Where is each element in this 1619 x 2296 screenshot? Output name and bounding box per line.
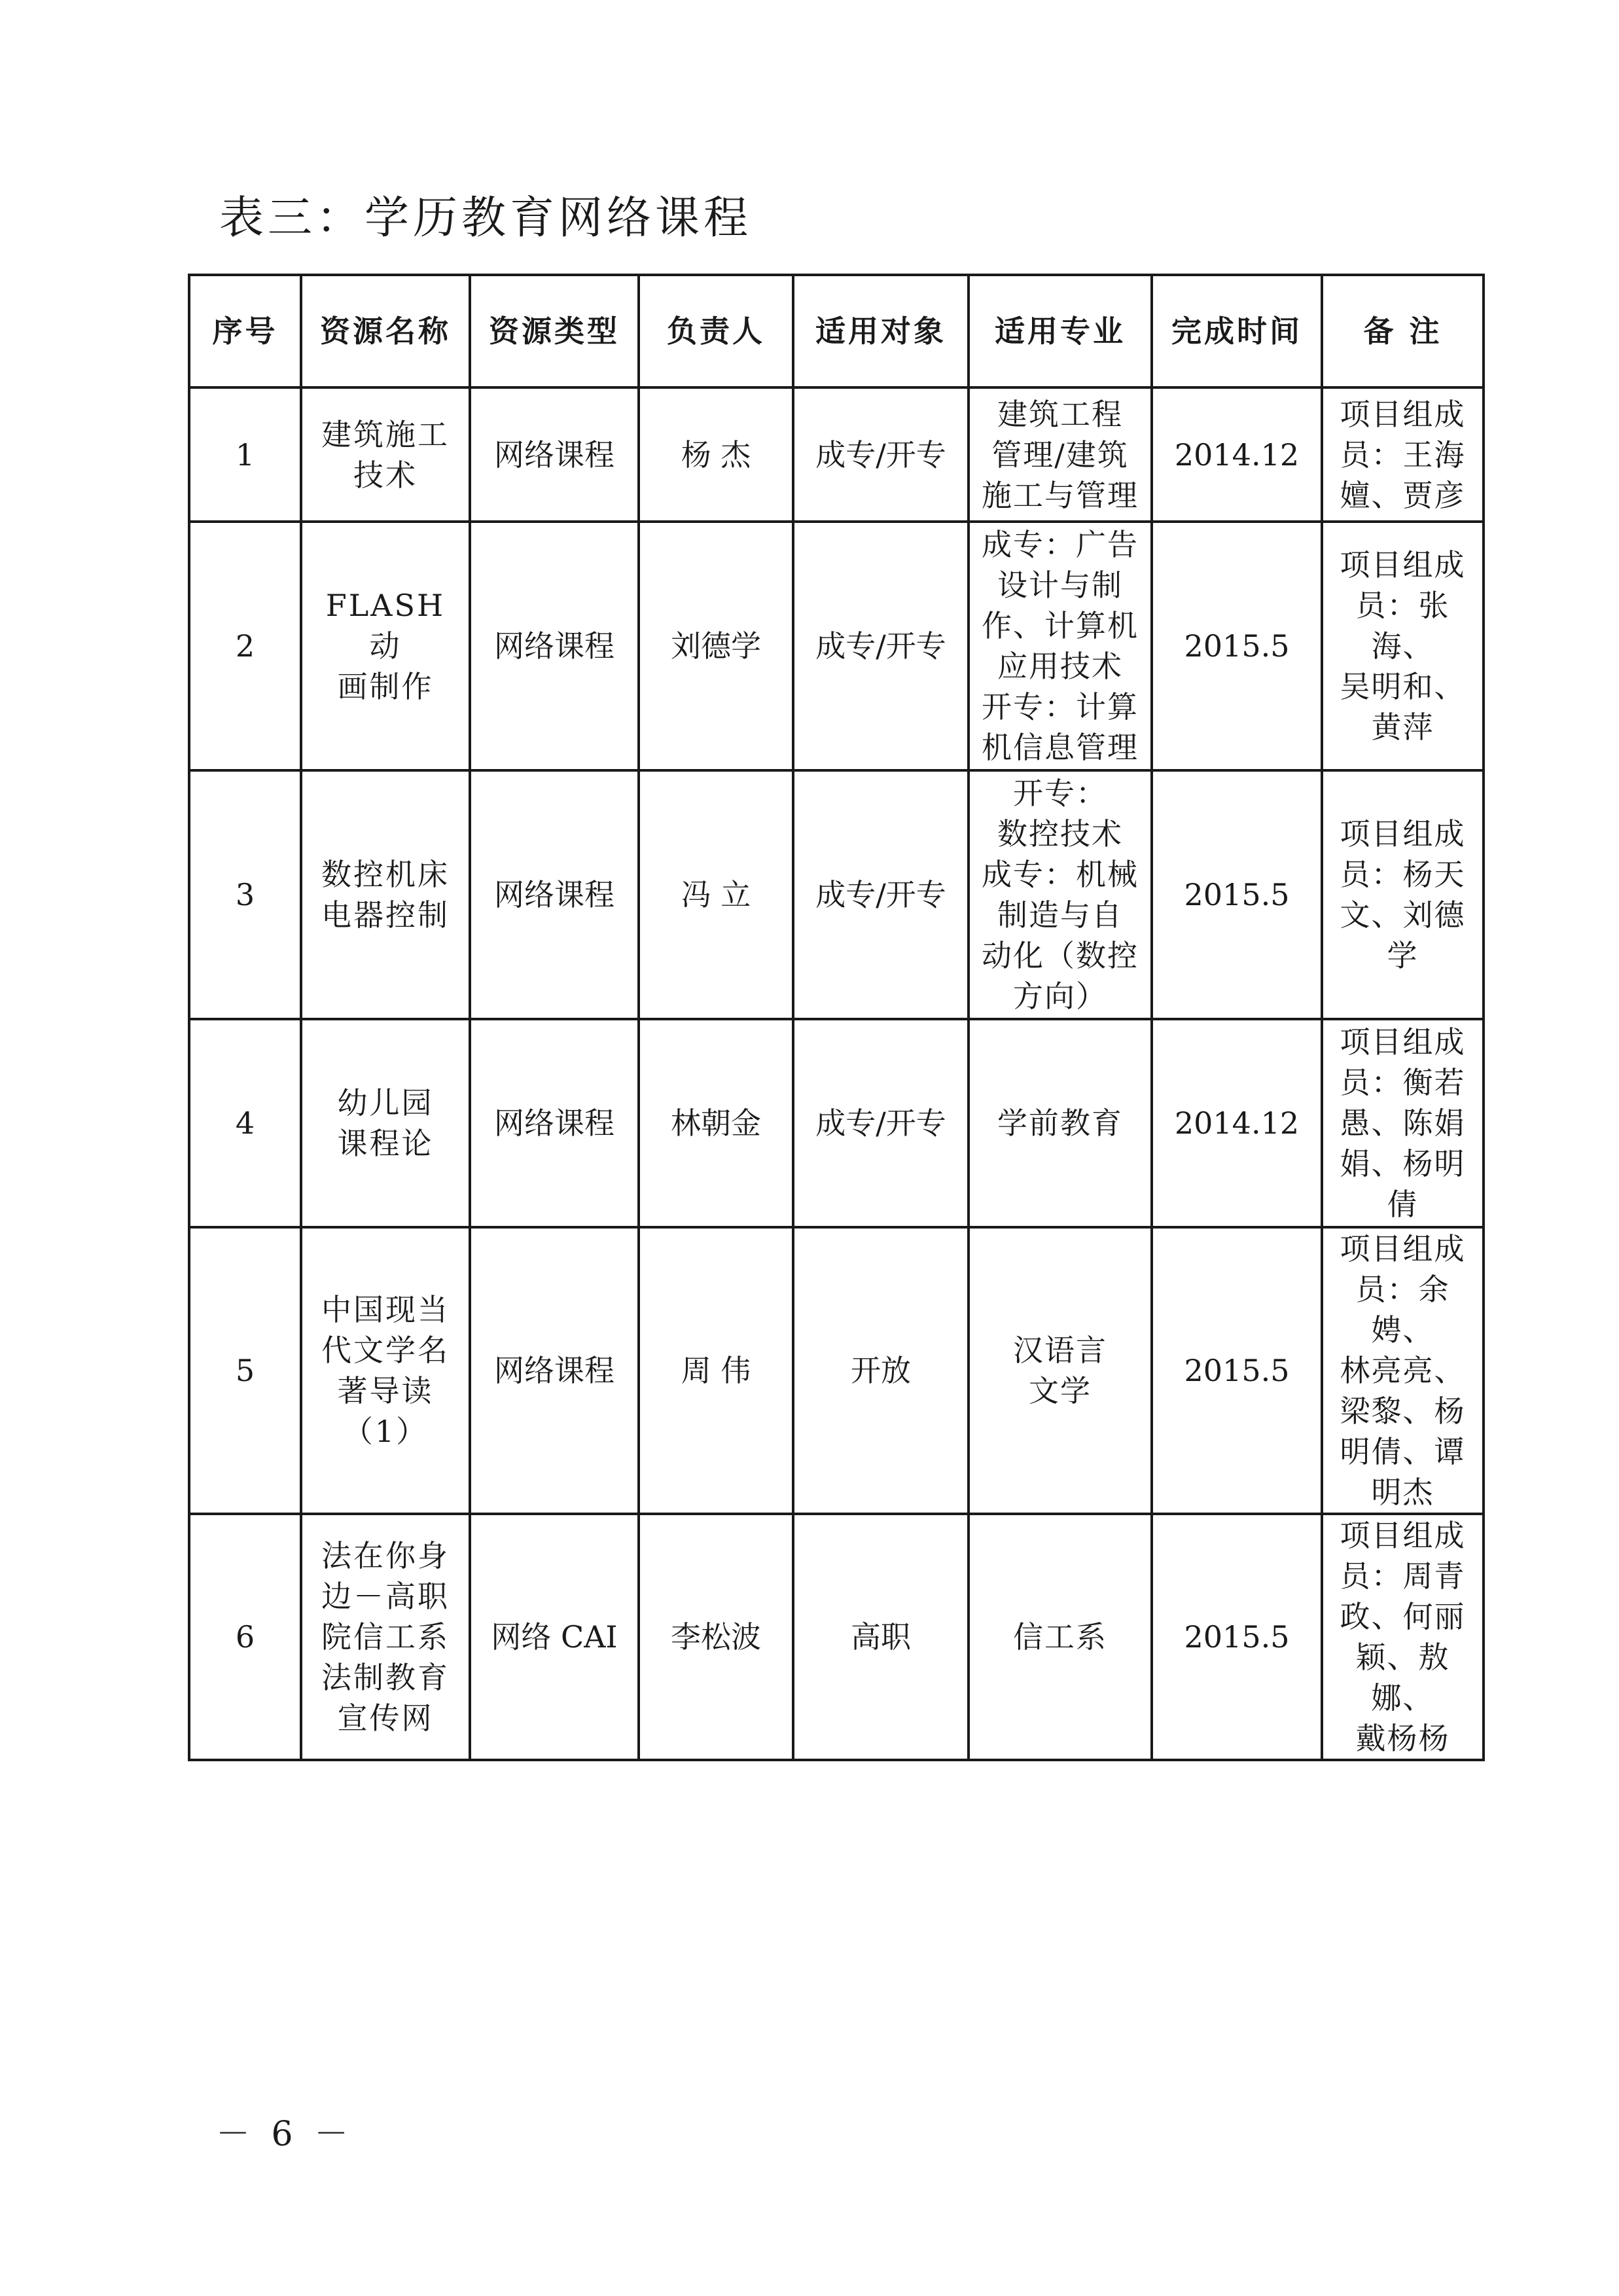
cell-name: 法在你身 边－高职 院信工系 法制教育 宣传网 xyxy=(301,1514,470,1760)
cell-name: FLASH 动 画制作 xyxy=(301,522,470,770)
table-row xyxy=(189,1019,1484,1227)
cell-type: 网络课程 xyxy=(470,387,639,522)
cell-target: 成专/开专 xyxy=(793,770,969,1019)
table-header-row xyxy=(189,275,1484,387)
cell-owner: 刘德学 xyxy=(639,522,793,770)
cell-no: 6 xyxy=(189,1514,301,1760)
cell-time: 2014.12 xyxy=(1152,1019,1322,1227)
cell-note: 项目组成 员：周青 政、何丽 颖、敖娜、 戴杨杨 xyxy=(1322,1514,1484,1760)
cell-name: 数控机床 电器控制 xyxy=(301,770,470,1019)
header-time: 完成时间 xyxy=(1152,275,1322,387)
cell-major: 学前教育 xyxy=(969,1019,1152,1227)
cell-major: 汉语言 文学 xyxy=(969,1227,1152,1514)
table-row xyxy=(189,770,1484,1019)
cell-owner: 周 伟 xyxy=(639,1227,793,1514)
cell-note: 项目组成 员：衡若 愚、陈娟 娟、杨明 倩 xyxy=(1322,1019,1484,1227)
cell-target: 成专/开专 xyxy=(793,387,969,522)
header-owner: 负责人 xyxy=(639,275,793,387)
cell-time: 2015.5 xyxy=(1152,522,1322,770)
cell-no: 5 xyxy=(189,1227,301,1514)
cell-major: 开专： 数控技术 成专：机械 制造与自 动化（数控 方向） xyxy=(969,770,1152,1019)
cell-major: 成专：广告 设计与制 作、计算机 应用技术 开专：计算 机信息管理 xyxy=(969,522,1152,770)
cell-owner: 李松波 xyxy=(639,1514,793,1760)
cell-type: 网络课程 xyxy=(470,770,639,1019)
cell-note: 项目组成 员：杨天 文、刘德 学 xyxy=(1322,770,1484,1019)
cell-name: 幼儿园 课程论 xyxy=(301,1019,470,1227)
cell-no: 2 xyxy=(189,522,301,770)
cell-time: 2015.5 xyxy=(1152,1227,1322,1514)
page-number: － 6 － xyxy=(216,2115,354,2154)
cell-owner: 杨 杰 xyxy=(639,387,793,522)
table-row xyxy=(189,1514,1484,1760)
cell-no: 1 xyxy=(189,387,301,522)
cell-time: 2015.5 xyxy=(1152,770,1322,1019)
header-name: 资源名称 xyxy=(301,275,470,387)
header-major: 适用专业 xyxy=(969,275,1152,387)
table-row xyxy=(189,1227,1484,1514)
cell-owner: 林朝金 xyxy=(639,1019,793,1227)
header-type: 资源类型 xyxy=(470,275,639,387)
table-row xyxy=(189,522,1484,770)
cell-target: 成专/开专 xyxy=(793,522,969,770)
cell-name: 建筑施工 技术 xyxy=(301,387,470,522)
cell-type: 网络 CAI xyxy=(470,1514,639,1760)
table-row xyxy=(189,387,1484,522)
cell-target: 成专/开专 xyxy=(793,1019,969,1227)
cell-time: 2015.5 xyxy=(1152,1514,1322,1760)
cell-target: 开放 xyxy=(793,1227,969,1514)
cell-no: 4 xyxy=(189,1019,301,1227)
cell-type: 网络课程 xyxy=(470,1227,639,1514)
cell-time: 2014.12 xyxy=(1152,387,1322,522)
cell-note: 项目组成 员：张海、 吴明和、 黄萍 xyxy=(1322,522,1484,770)
cell-note: 项目组成 员：王海 嬗、贾彦 xyxy=(1322,387,1484,522)
cell-major: 信工系 xyxy=(969,1514,1152,1760)
header-target: 适用对象 xyxy=(793,275,969,387)
header-note: 备 注 xyxy=(1322,275,1484,387)
course-table xyxy=(188,274,1485,1761)
cell-major: 建筑工程 管理/建筑 施工与管理 xyxy=(969,387,1152,522)
header-no: 序号 xyxy=(189,275,301,387)
cell-name: 中国现当 代文学名 著导读 （1） xyxy=(301,1227,470,1514)
cell-target: 高职 xyxy=(793,1514,969,1760)
table-title: 表三：学历教育网络课程 xyxy=(219,192,753,244)
cell-owner: 冯 立 xyxy=(639,770,793,1019)
cell-no: 3 xyxy=(189,770,301,1019)
cell-type: 网络课程 xyxy=(470,522,639,770)
cell-type: 网络课程 xyxy=(470,1019,639,1227)
cell-note: 项目组成 员：余娉、 林亮亮、 梁黎、杨 明倩、谭 明杰 xyxy=(1322,1227,1484,1514)
